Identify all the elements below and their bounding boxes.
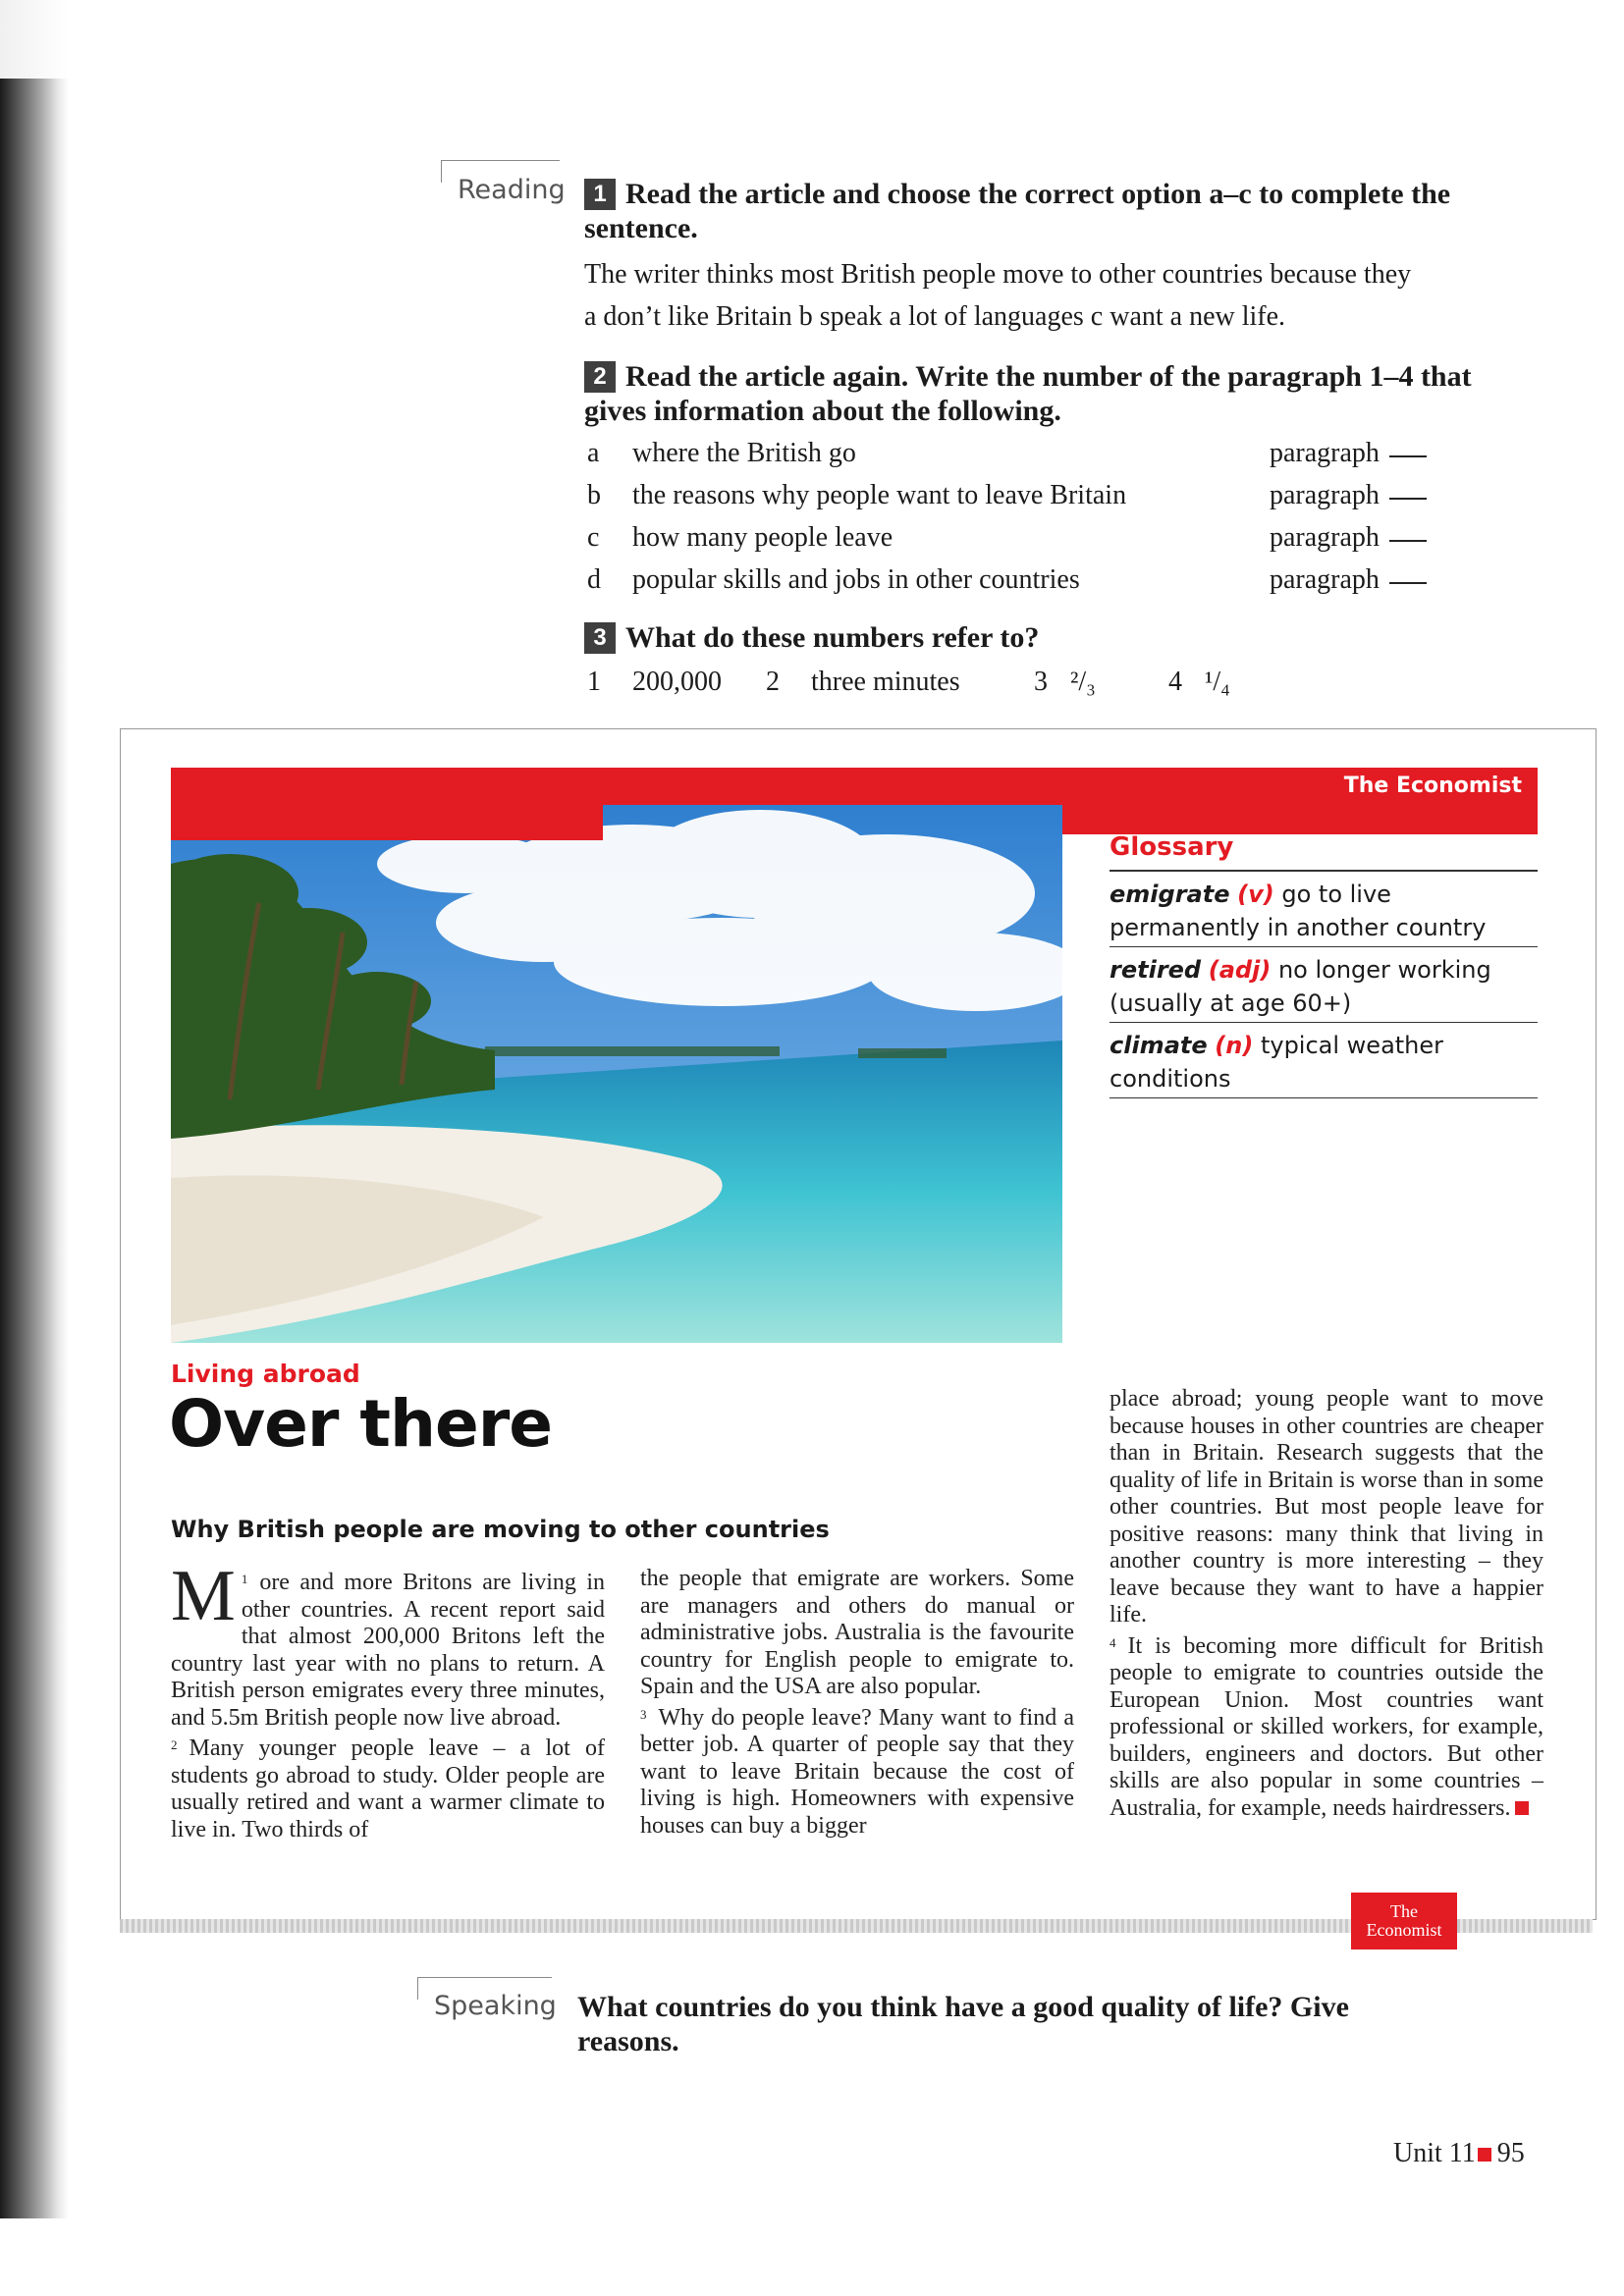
glossary-word: emigrate [1110,881,1230,908]
exercise-1-sentence: The writer thinks most British people move to other countries because they a don’t like Britain b speak a lot of languages c want a new life. [584,253,1527,338]
exercise-number-badge: 1 [584,179,616,210]
article-column-2: the people that emigrate are workers. Some are managers and others do manual or administrative jobs. Australia is the favourite country for English people to emigrate to. Spain and the USA are also popular. $^3$ Why do people leave? Many want to find a better job. A quarter of people say that they want to leave Britain because the cost of living is high. Homeowners with expensive houses can buy a bigger [640,1566,1074,1839]
answer-blank[interactable] [1389,498,1427,500]
glossary-entry: retired (adj) no longer working (usually at age 60+) [1110,947,1538,1023]
book-spine-shadow [0,79,69,2218]
page-footer [1393,2138,1525,2169]
exercise-3-instruction: 3 What do these numbers refer to? [584,620,1527,655]
beach-photo [171,805,1062,1343]
article-subtitle: Why British people are moving to other countries [171,1516,830,1543]
reading-label: Reading [458,175,566,205]
source-tag: The Economist [1332,768,1534,805]
page-number: 95 [1496,2138,1525,2168]
answer-blank[interactable] [1389,455,1427,457]
economist-logo: The Economist [1351,1893,1457,1949]
article-kicker: Living abroad [171,1360,360,1388]
article-column-3: place abroad; young people want to move because houses in other countries are cheaper than in Britain. Research suggests that the quality of life in Britain is worse than in some other countries. But most people leave for positive reasons: many think that living in another country is more interesting – they leave because they want to have a happier life. $^4$ It is becoming more difficult for British people to emigrate to countries outside the European Union. Most countries want professional or skilled workers, for example, builders, engineers and doctors. But other skills are also popular in some countries – Australia, for example, needs hairdressers. [1110,1386,1543,1821]
glossary-entry: emigrate (v) go to live permanently in another country [1110,872,1538,947]
unit-label: Unit 11 [1393,2138,1476,2168]
drop-cap: M [171,1556,236,1636]
article-title: Over there [169,1386,553,1462]
exercise-number-badge: 3 [584,622,616,654]
exercise-3 [584,620,1527,655]
exercise-2 [584,359,1527,428]
glossary-word: retired [1110,956,1202,984]
glossary-entry: climate (n) typical weather conditions [1110,1023,1538,1098]
exercise-1 [584,177,1527,338]
answer-blank[interactable] [1389,540,1427,542]
end-mark [1515,1801,1529,1815]
glossary-title: Glossary [1110,832,1538,872]
exercise-2-instruction: 2 Read the article again. Write the number of the paragraph 1–4 that gives information about the following. [584,360,1472,427]
footer-square [1478,2148,1491,2162]
glossary-word: climate [1110,1032,1208,1059]
answer-blank[interactable] [1389,582,1427,584]
paragraph-4: $^4$ It is becoming more difficult for British people to emigrate to countries outside the European Union. Most countries want professional or skilled workers, for example, builders, engineers and doctors. But other skills are also popular in some countries – Australia, for example, needs hairdressers. [1110,1632,1543,1821]
exercise-1-instruction: 1 Read the article and choose the correct option a–c to complete the sentence. [584,178,1451,244]
exercise-number-badge: 2 [584,361,616,393]
exercise-1-options: a don’t like Britain b speak a lot of languages c want a new life. [584,301,1286,332]
glossary [1110,832,1538,1098]
exercise-3-items: 1 200,000 2 three minutes 3 ²/₃ 4 ¹/₄ [587,667,1230,697]
paragraph-3: $^3$ Why do people leave? Many want to find a better job. A quarter of people say that they want to leave Britain because the cost of living is high. Homeowners with expensive houses can buy a bigger [640,1704,1074,1839]
paragraph-2: $^2$ Many younger people leave – a lot of students go abroad to study. Older people are usually retired and want a warmer climate to live in. Two thirds of [171,1735,605,1842]
page-edge [0,0,69,79]
beach-illustration [171,805,1062,1343]
speaking-label: Speaking [434,1991,557,2021]
paragraph-1: $^1$ M ore and more Britons are living in other countries. A recent report said that almost 200,000 Britons left the country last year with no plans to return. A British person emigrates every three minutes, and 5.5m British people now live abroad. [171,1556,605,1731]
speaking-question: What countries do you think have a good quality of life? Give reasons. [577,1991,1349,2057]
article-column-1 [171,1556,605,1843]
